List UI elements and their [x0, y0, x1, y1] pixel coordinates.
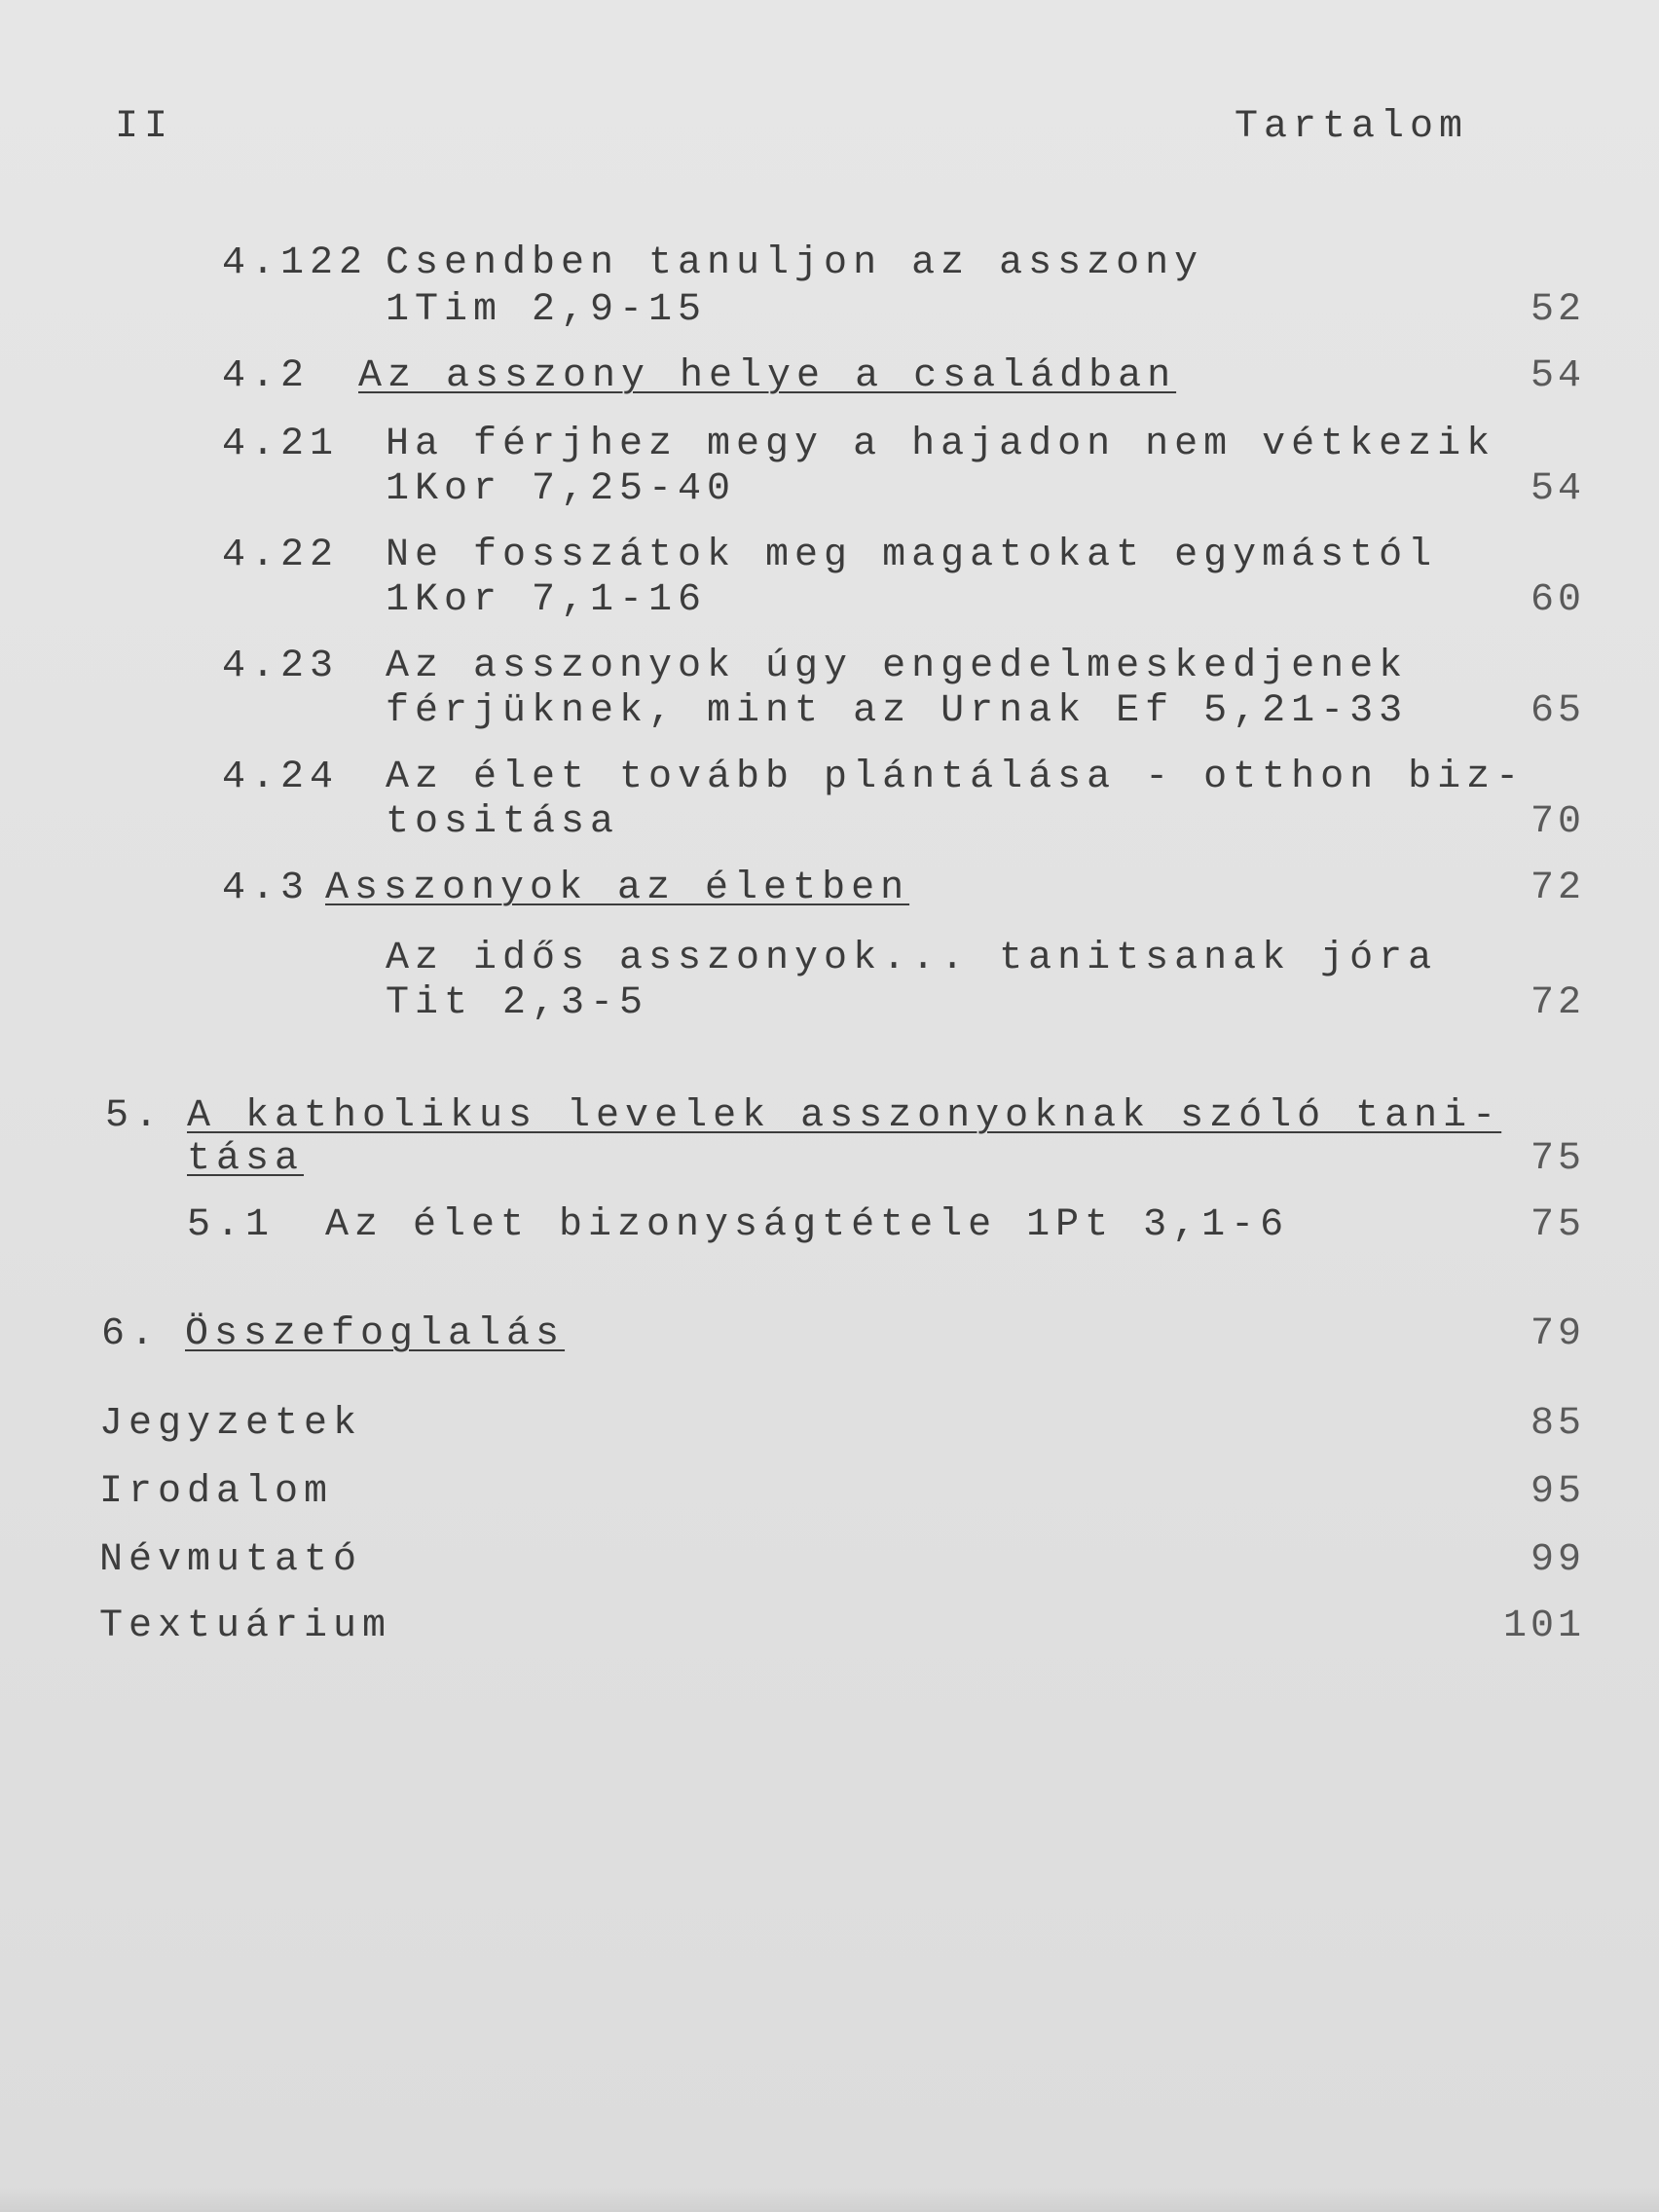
toc-page-number: 75 [1530, 1137, 1585, 1181]
toc-title: Textuárium [99, 1604, 392, 1648]
toc-page-number: 65 [1530, 689, 1585, 733]
toc-title: Ne fosszátok meg magatokat egymástól [386, 534, 1438, 577]
toc-number: 6. [101, 1312, 161, 1356]
toc-page-number: 52 [1530, 288, 1585, 332]
page-title: Tartalom [1235, 105, 1469, 149]
page-number: II [115, 105, 174, 149]
toc-number: 4.3 [222, 866, 311, 910]
bottom-edge-shadow [0, 2187, 1659, 2212]
toc-page-number: 99 [1530, 1538, 1585, 1582]
toc-number: 4.2 [222, 354, 311, 398]
toc-number: 4.24 [222, 756, 340, 799]
toc-page-number: 101 [1502, 1604, 1585, 1648]
toc-title: Ha férjhez megy a hajadon nem vétkezik [386, 423, 1496, 466]
toc-title-continuation: Tit 2,3-5 [386, 981, 649, 1025]
toc-page-number: 60 [1530, 578, 1585, 622]
toc-title: Az élet tovább plántálása - otthon biz- [386, 756, 1526, 799]
toc-title: Névmutató [99, 1538, 363, 1582]
toc-title: Csendben tanuljon az asszony [386, 241, 1204, 285]
toc-section-title: Az asszony helye a családban [358, 354, 1177, 398]
toc-section-title: Asszonyok az életben [325, 866, 910, 910]
toc-page-number: 72 [1530, 866, 1585, 910]
toc-page-number: 85 [1530, 1402, 1585, 1446]
toc-number: 4.23 [222, 645, 340, 688]
toc-number: 4.21 [222, 423, 340, 466]
toc-page-number: 70 [1530, 800, 1585, 844]
toc-chapter-title: A katholikus levelek asszonyoknak szóló tani- [187, 1094, 1502, 1138]
toc-page-number: 72 [1530, 981, 1585, 1025]
toc-title-continuation: 1Kor 7,1-16 [386, 578, 708, 622]
toc-number: 4.22 [222, 534, 340, 577]
toc-page-number: 95 [1530, 1470, 1585, 1514]
toc-chapter-title: Összefoglalás [185, 1312, 566, 1356]
toc-title: Az élet bizonyságtétele 1Pt 3,1-6 [325, 1203, 1290, 1247]
toc-title-continuation: 1Tim 2,9-15 [386, 288, 708, 332]
toc-title: Jegyzetek [99, 1402, 363, 1446]
toc-page-number: 79 [1530, 1312, 1585, 1356]
toc-page-number: 54 [1530, 354, 1585, 398]
toc-title: Irodalom [99, 1470, 334, 1514]
toc-title: Az idős asszonyok... tanitsanak jóra [386, 937, 1438, 980]
toc-title-continuation: férjüknek, mint az Urnak Ef 5,21-33 [386, 689, 1409, 733]
toc-number: 4.122 [222, 241, 369, 285]
toc-title: Az asszonyok úgy engedelmeskedjenek [386, 645, 1409, 688]
toc-page-number: 54 [1530, 467, 1585, 511]
toc-number: 5. [105, 1094, 165, 1138]
toc-chapter-title-continuation: tása [187, 1137, 305, 1181]
toc-title-continuation: 1Kor 7,25-40 [386, 467, 737, 511]
toc-page-number: 75 [1530, 1203, 1585, 1247]
toc-title-continuation: tositása [386, 800, 620, 844]
toc-number: 5.1 [187, 1203, 276, 1247]
